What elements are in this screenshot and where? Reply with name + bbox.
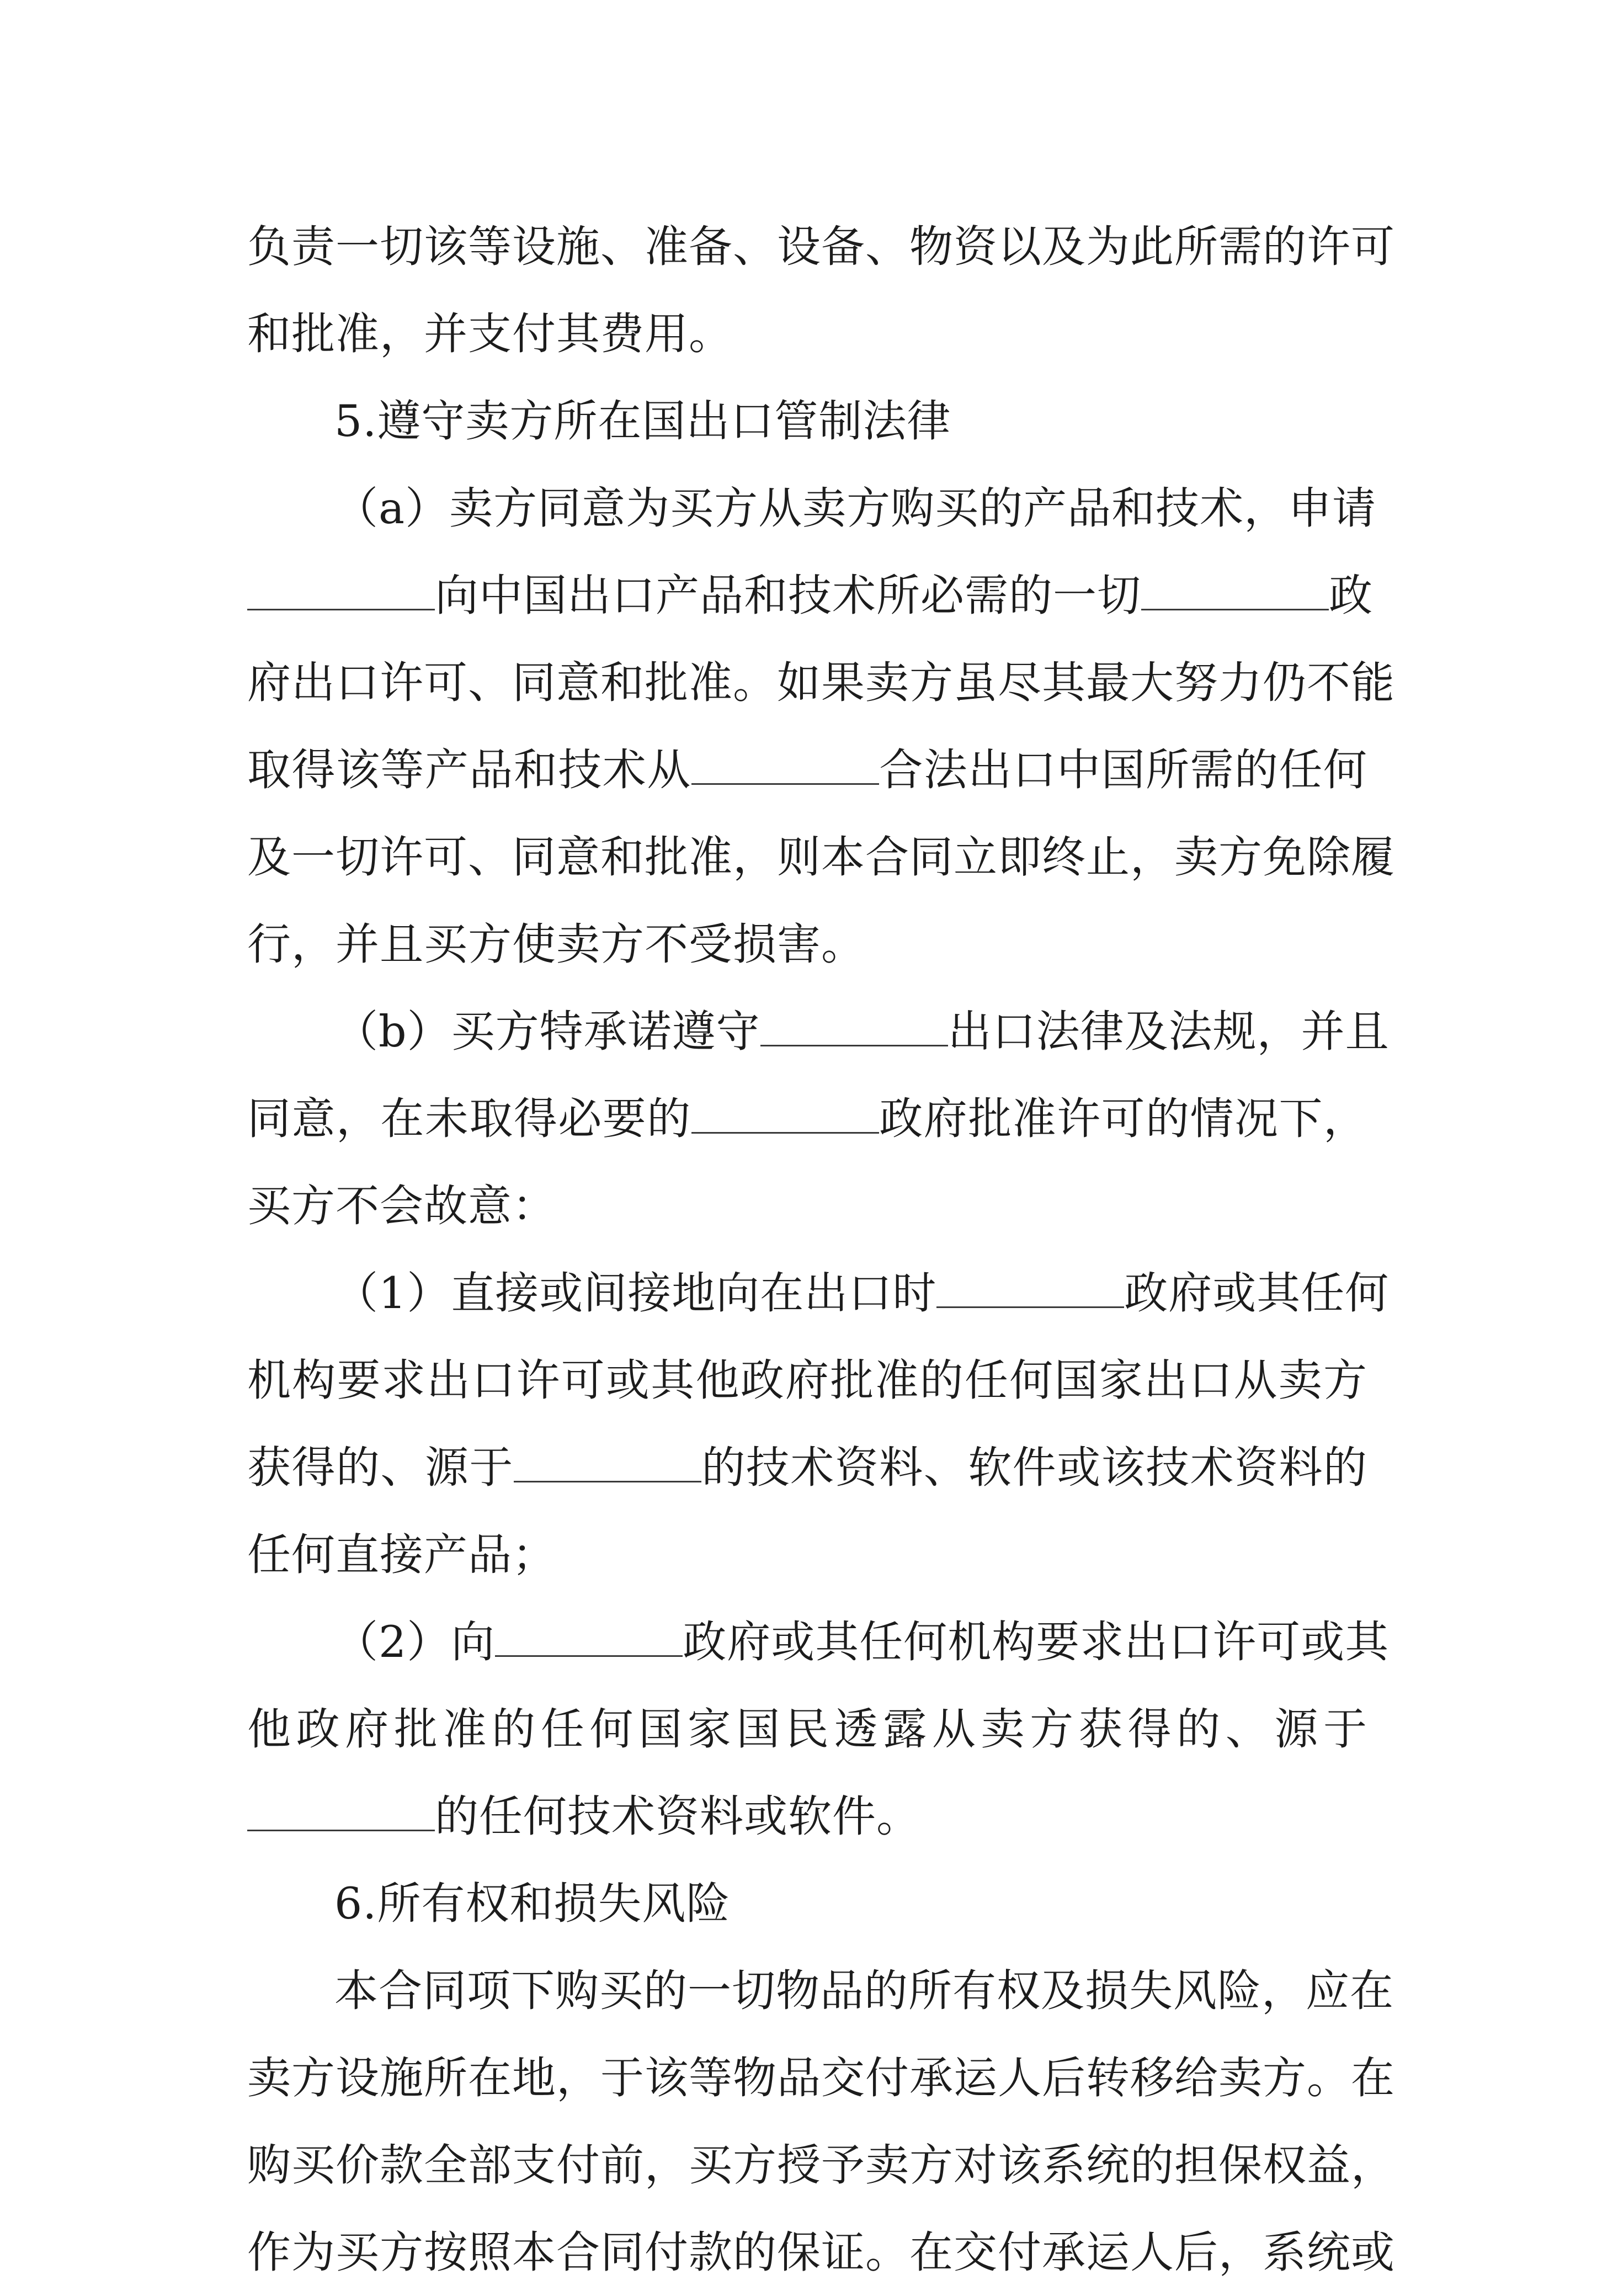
body-line: 任何直接产品； [247,1529,556,1580]
fill-blank[interactable] [691,1099,879,1134]
text-run: 向中国出口产品和技术所必需的一切 [435,570,1141,621]
body-line: 和批准，并支付其费用。 [247,309,733,359]
document-page [247,203,1395,2296]
fill-blank[interactable] [514,1448,701,1482]
fill-blank[interactable] [495,1622,683,1657]
body-line: 本合同项下购买的一切物品的所有权及损失风险，应在 [334,1965,1394,2016]
section-heading: 6.所有权和损失风险 [334,1878,731,1929]
text-run: （b）买方特承诺遵守 [334,1006,760,1057]
text-run: 获得的、源于 [247,1442,514,1493]
body-line: 买方不会故意： [247,1181,556,1231]
clause-a-line: （a）卖方同意为买方从卖方购买的产品和技术，申请 [334,483,1377,534]
text-run: 同意，在未取得必要的 [247,1093,691,1144]
clause-a-line [247,552,1373,639]
body-line [247,1075,1367,1162]
body-line: 机构要求出口许可或其他政府批准的任何国家出口从卖方 [247,1355,1367,1406]
body-line: 购买价款全部支付前，买方授予卖方对该系统的担保权益， [247,2140,1395,2191]
fill-blank[interactable] [760,1012,948,1046]
text-run: 出口法律及法规，并且 [947,1006,1390,1057]
text-run: 的技术资料、软件或该技术资料的 [701,1442,1368,1493]
body-line: 作为买方按照本合同付款的保证。在交付承运人后，系统或 [247,2227,1395,2278]
text-run: 的任何技术资料或软件。 [435,1791,920,1842]
body-line: 及一切许可、同意和批准，则本合同立即终止，卖方免除履 [247,832,1395,883]
text-run: 合法出口中国所需的任何 [879,745,1368,795]
item-2-line [247,1598,1390,1686]
text-run: 政府或其任何 [1124,1268,1390,1319]
clause-b-line [247,988,1390,1075]
item-1-line [247,1250,1390,1337]
text-run: （1）直接或间接地向在出口时 [334,1268,937,1319]
body-line [247,726,1367,814]
fill-blank[interactable] [1141,576,1329,610]
section-heading: 5.遵守卖方所在国出口管制法律 [334,396,951,447]
fill-blank[interactable] [691,750,879,785]
body-line [247,1773,1367,1860]
fill-blank[interactable] [247,1797,435,1831]
body-line: 他政府批准的任何国家国民透露从卖方获得的、源于 [247,1704,1367,1755]
text-run: 取得该等产品和技术从 [247,745,691,795]
text-run: 政府批准许可的情况下， [879,1093,1368,1144]
text-run: 政 [1329,570,1373,621]
body-line: 负责一切该等设施、准备、设备、物资以及为此所需的许可 [247,221,1395,272]
text-run: 政府或其任何机构要求出口许可或其 [683,1617,1390,1667]
body-line: 卖方设施所在地，于该等物品交付承运人后转移给卖方。在 [247,2053,1395,2103]
body-line [247,1424,1367,1511]
body-line: 府出口许可、同意和批准。如果卖方虽尽其最大努力仍不能 [247,657,1395,708]
body-line: 行，并且买方使卖方不受损害。 [247,919,865,970]
fill-blank[interactable] [936,1273,1124,1308]
fill-blank[interactable] [247,576,435,610]
text-run: （2）向 [334,1617,496,1667]
